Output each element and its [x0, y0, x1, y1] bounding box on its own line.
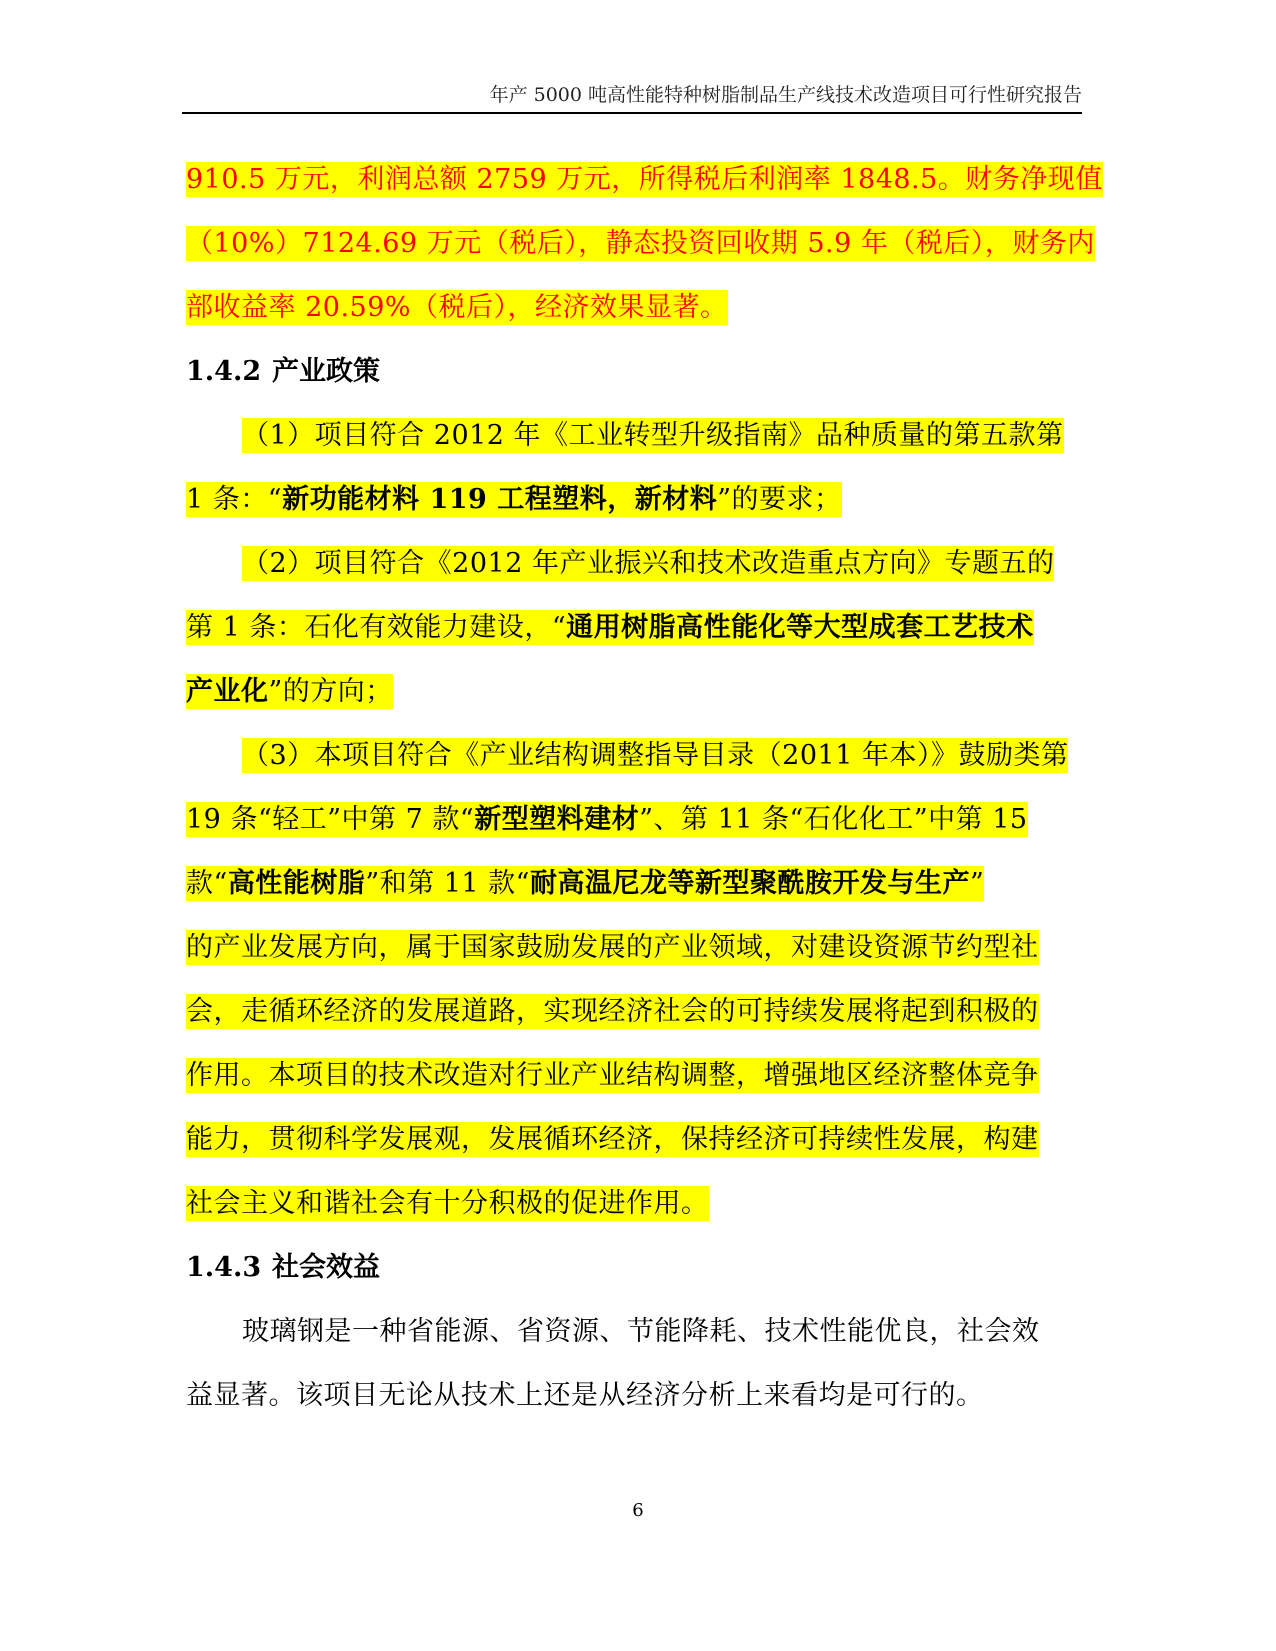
- section-title: 社会效益: [272, 1252, 380, 1283]
- policy-item-3-line-4: 的产业发展方向，属于国家鼓励发展的产业领域，对建设资源节约型社: [186, 932, 1039, 963]
- policy-item-3-line-8: 社会主义和谐社会有十分积极的促进作用。: [186, 1188, 709, 1219]
- section-heading-1-4-3: [186, 1240, 1082, 1304]
- policy-item-2-line-1: （2）项目符合《2012 年产业振兴和技术改造重点方向》专题五的: [242, 548, 1055, 579]
- finance-line-3: 部收益率 20.59%（税后），经济效果显著。: [186, 292, 728, 323]
- section-heading-1-4-2: [186, 344, 1082, 408]
- finance-line-1: 910.5 万元，利润总额 2759 万元，所得税后利润率 1848.5。财务净现值: [186, 164, 1103, 195]
- page-number: 6: [632, 1500, 644, 1521]
- policy-item-3-line-3: 款“高性能树脂”和第 11 款“耐高温尼龙等新型聚酰胺开发与生产”: [186, 868, 985, 899]
- policy-item-1-line-1: （1）项目符合 2012 年《工业转型升级指南》品种质量的第五款第: [242, 420, 1064, 451]
- section-number: 1.4.2: [186, 356, 262, 387]
- finance-line-2: （10%）7124.69 万元（税后），静态投资回收期 5.9 年（税后），财务内: [186, 228, 1095, 259]
- social-benefit-line-1: 玻璃钢是一种省能源、省资源、节能降耗、技术性能优良，社会效: [242, 1316, 1040, 1347]
- header-rule: [182, 112, 1082, 114]
- policy-item-1-line-2: 1 条：“新功能材料 119 工程塑料，新材料”的要求；: [186, 484, 842, 515]
- policy-item-3-line-7: 能力，贯彻科学发展观，发展循环经济，保持经济可持续性发展，构建: [186, 1124, 1039, 1155]
- section-title: 产业政策: [272, 356, 380, 387]
- policy-item-3-line-6: 作用。本项目的技术改造对行业产业结构调整，增强地区经济整体竞争: [186, 1060, 1039, 1091]
- social-benefit-line-2: 益显著。该项目无论从技术上还是从经济分析上来看均是可行的。: [186, 1380, 984, 1411]
- page-body: [186, 152, 1103, 1432]
- policy-item-2-line-3: 产业化”的方向；: [186, 676, 393, 707]
- policy-item-3-line-1: （3）本项目符合《产业结构调整指导目录（2011 年本）》鼓励类第: [242, 740, 1069, 771]
- policy-item-2-line-2: 第 1 条：石化有效能力建设，“通用树脂高性能化等大型成套工艺技术: [186, 612, 1034, 643]
- section-number: 1.4.3: [186, 1252, 262, 1283]
- running-header: 年产 5000 吨高性能特种树脂制品生产线技术改造项目可行性研究报告: [489, 84, 1082, 106]
- policy-item-3-line-5: 会，走循环经济的发展道路，实现经济社会的可持续发展将起到积极的: [186, 996, 1039, 1027]
- policy-item-3-line-2: 19 条“轻工”中第 7 款“新型塑料建材”、第 11 条“石化化工”中第 15: [186, 804, 1028, 835]
